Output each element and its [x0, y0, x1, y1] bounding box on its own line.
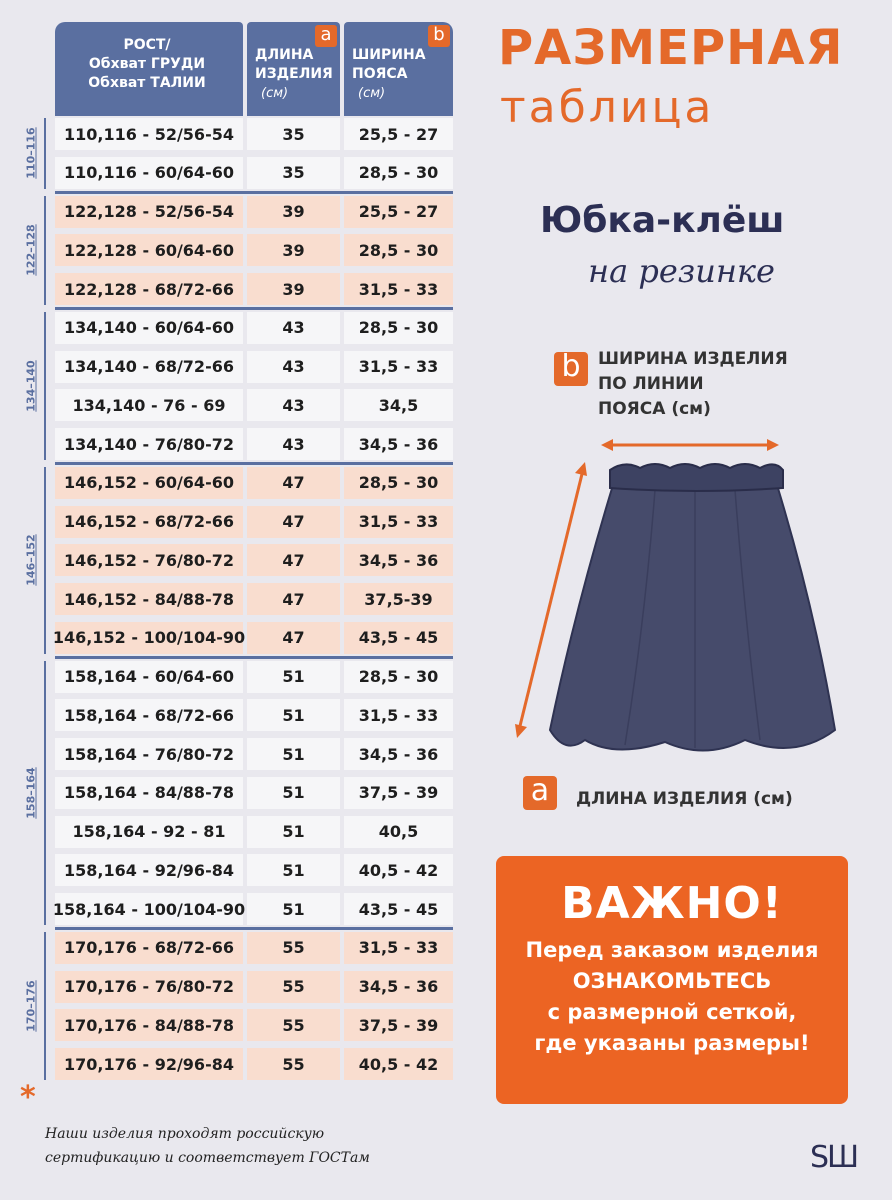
- waist-cell: 31,5 - 33: [344, 273, 453, 305]
- header-length: [247, 22, 340, 116]
- height-group: [20, 312, 54, 460]
- group-label: 146–152: [24, 534, 38, 586]
- length-cell: 51: [247, 854, 340, 886]
- group-separator: [55, 307, 453, 310]
- header-waist-line: ПОЯСА: [352, 66, 408, 82]
- footnote-mark: *: [20, 1080, 36, 1115]
- header-length-unit: (см): [261, 86, 289, 101]
- group-bar: [44, 661, 46, 926]
- length-cell: 39: [247, 196, 340, 228]
- length-cell: 43: [247, 428, 340, 460]
- group-label: 110–116: [24, 127, 38, 180]
- length-cell: 55: [247, 932, 340, 964]
- important-line: с размерной сеткой,: [547, 1000, 797, 1024]
- product-subtitle: на резинке: [588, 252, 775, 290]
- length-cell: 43: [247, 312, 340, 344]
- waist-cell: 28,5 - 30: [344, 661, 453, 693]
- length-tag-icon: a: [523, 776, 557, 810]
- size-cell: 134,140 - 76/80-72: [55, 428, 243, 460]
- header-size-line: Обхват ТАЛИИ: [88, 75, 206, 91]
- length-cell: 43: [247, 389, 340, 421]
- group-label: 134–140: [24, 360, 38, 412]
- group-label: 158–164: [24, 767, 38, 819]
- size-cell: 170,176 - 84/88-78: [55, 1009, 243, 1041]
- waist-label-line: ШИРИНА ИЗДЕЛИЯ: [598, 349, 788, 369]
- length-cell: 47: [247, 506, 340, 538]
- group-bar: [44, 932, 46, 1080]
- height-group: [20, 661, 54, 926]
- length-cell: 47: [247, 467, 340, 499]
- size-cell: 110,116 - 60/64-60: [55, 157, 243, 189]
- waist-cell: 37,5 - 39: [344, 777, 453, 809]
- size-cell: 146,152 - 84/88-78: [55, 583, 243, 615]
- group-bar: [44, 312, 46, 460]
- waist-cell: 40,5: [344, 816, 453, 848]
- header-waist-line: ШИРИНА: [352, 47, 426, 63]
- skirt-illustration: [505, 430, 850, 760]
- length-cell: 51: [247, 777, 340, 809]
- group-label: 170–176: [24, 980, 38, 1032]
- size-cell: 122,128 - 68/72-66: [55, 273, 243, 305]
- size-cell: 122,128 - 60/64-60: [55, 234, 243, 266]
- length-cell: 35: [247, 157, 340, 189]
- waist-cell: 31,5 - 33: [344, 506, 453, 538]
- length-cell: 51: [247, 738, 340, 770]
- header-waist: [344, 22, 453, 116]
- length-cell: 39: [247, 273, 340, 305]
- header-size: [55, 22, 243, 116]
- length-cell: 39: [247, 234, 340, 266]
- size-cell: 170,176 - 76/80-72: [55, 971, 243, 1003]
- important-heading: ВАЖНО!: [561, 878, 783, 929]
- length-label: ДЛИНА ИЗДЕЛИЯ (см): [576, 789, 793, 809]
- waist-cell: 28,5 - 30: [344, 312, 453, 344]
- length-cell: 35: [247, 118, 340, 150]
- header-waist-unit: (см): [358, 86, 386, 101]
- waist-cell: 37,5 - 39: [344, 1009, 453, 1041]
- waist-cell: 34,5 - 36: [344, 428, 453, 460]
- important-notice: [496, 856, 848, 1104]
- size-cell: 170,176 - 92/96-84: [55, 1048, 243, 1080]
- height-group: [20, 467, 54, 654]
- waist-cell: 34,5 - 36: [344, 544, 453, 576]
- footnote-line: Наши изделия проходят российскую: [45, 1126, 325, 1142]
- waist-cell: 43,5 - 45: [344, 893, 453, 925]
- size-cell: 158,164 - 68/72-66: [55, 699, 243, 731]
- waist-cell: 31,5 - 33: [344, 699, 453, 731]
- length-tag-icon: a: [315, 25, 337, 47]
- header-size-line: Обхват ГРУДИ: [88, 56, 206, 72]
- waist-tag-icon: b: [554, 352, 588, 386]
- waist-label: [598, 347, 788, 422]
- height-group: [20, 118, 54, 189]
- length-cell: 55: [247, 1048, 340, 1080]
- length-cell: 51: [247, 661, 340, 693]
- header-length-line: ИЗДЕЛИЯ: [255, 66, 333, 82]
- important-line: Перед заказом изделия: [525, 938, 819, 962]
- brand-logo: SШ: [810, 1140, 858, 1175]
- size-cell: 158,164 - 92 - 81: [55, 816, 243, 848]
- waist-cell: 34,5 - 36: [344, 738, 453, 770]
- size-cell: 146,152 - 60/64-60: [55, 467, 243, 499]
- waist-cell: 34,5: [344, 389, 453, 421]
- waist-cell: 25,5 - 27: [344, 196, 453, 228]
- header-length-line: ДЛИНА: [255, 47, 314, 63]
- waist-cell: 28,5 - 30: [344, 157, 453, 189]
- group-bar: [44, 467, 46, 654]
- waist-cell: 43,5 - 45: [344, 622, 453, 654]
- footnote-line: сертификацию и соответствует ГОСТам: [45, 1150, 370, 1166]
- height-group: [20, 196, 54, 306]
- length-cell: 55: [247, 1009, 340, 1041]
- important-line: где указаны размеры!: [534, 1031, 810, 1055]
- group-separator: [55, 191, 453, 194]
- important-line: ОЗНАКОМЬТЕСЬ: [572, 969, 772, 993]
- waist-cell: 34,5 - 36: [344, 971, 453, 1003]
- waist-arrow-icon: [601, 439, 779, 451]
- group-separator: [55, 462, 453, 465]
- size-cell: 146,152 - 68/72-66: [55, 506, 243, 538]
- waist-cell: 31,5 - 33: [344, 932, 453, 964]
- group-bar: [44, 196, 46, 306]
- waist-tag-icon: b: [428, 25, 450, 47]
- waist-cell: 25,5 - 27: [344, 118, 453, 150]
- size-cell: 110,116 - 52/56-54: [55, 118, 243, 150]
- length-cell: 51: [247, 699, 340, 731]
- group-separator: [55, 656, 453, 659]
- waist-label-line: ПО ЛИНИИ: [598, 374, 704, 394]
- size-cell: 146,152 - 100/104-90: [55, 622, 243, 654]
- size-cell: 134,140 - 60/64-60: [55, 312, 243, 344]
- waist-cell: 40,5 - 42: [344, 1048, 453, 1080]
- length-cell: 47: [247, 544, 340, 576]
- page-title: РАЗМЕРНАЯ: [498, 20, 844, 76]
- size-cell: 122,128 - 52/56-54: [55, 196, 243, 228]
- length-cell: 47: [247, 622, 340, 654]
- group-separator: [55, 927, 453, 930]
- footnote: [45, 1122, 370, 1170]
- size-cell: 158,164 - 92/96-84: [55, 854, 243, 886]
- header-size-line: РОСТ/: [123, 37, 171, 53]
- waist-label-line: ПОЯСА (см): [598, 399, 711, 419]
- group-bar: [44, 118, 46, 189]
- page-subtitle: таблица: [500, 82, 715, 133]
- size-cell: 134,140 - 76 - 69: [55, 389, 243, 421]
- size-cell: 158,164 - 100/104-90: [55, 893, 243, 925]
- length-cell: 51: [247, 816, 340, 848]
- length-cell: 51: [247, 893, 340, 925]
- size-cell: 134,140 - 68/72-66: [55, 351, 243, 383]
- size-cell: 158,164 - 84/88-78: [55, 777, 243, 809]
- size-cell: 170,176 - 68/72-66: [55, 932, 243, 964]
- length-cell: 47: [247, 583, 340, 615]
- waist-cell: 28,5 - 30: [344, 234, 453, 266]
- waist-cell: 28,5 - 30: [344, 467, 453, 499]
- product-name: Юбка-клёш: [540, 200, 785, 241]
- length-cell: 55: [247, 971, 340, 1003]
- size-cell: 146,152 - 76/80-72: [55, 544, 243, 576]
- size-cell: 158,164 - 60/64-60: [55, 661, 243, 693]
- waist-cell: 31,5 - 33: [344, 351, 453, 383]
- group-label: 122–128: [24, 224, 38, 276]
- waist-cell: 37,5-39: [344, 583, 453, 615]
- height-group: [20, 932, 54, 1080]
- waist-cell: 40,5 - 42: [344, 854, 453, 886]
- length-cell: 43: [247, 351, 340, 383]
- size-cell: 158,164 - 76/80-72: [55, 738, 243, 770]
